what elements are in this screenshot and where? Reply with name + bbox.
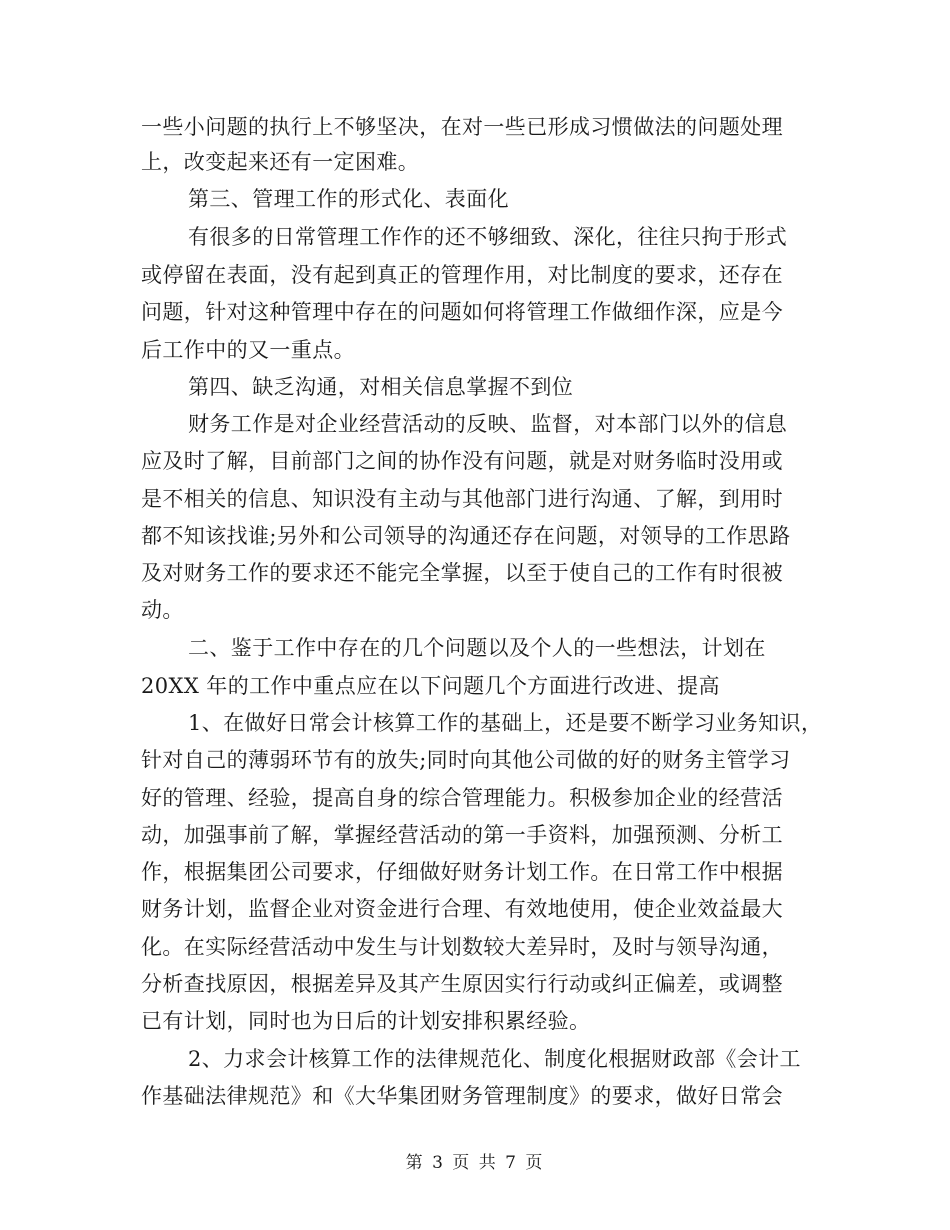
section-heading: 第三、管理工作的形式化、表面化 (188, 187, 509, 211)
text-line: 应及时了解，目前部门之间的协作没有问题，就是对财务临时没用或 (141, 449, 783, 473)
text-line: 上，改变起来还有一定困难。 (141, 150, 420, 174)
section-heading: 第四、缺乏沟通，对相关信息掌握不到位 (188, 375, 574, 399)
text-line: 1、在做好日常会计核算工作的基础上，还是要不断学习业务知识， (188, 711, 823, 735)
text-line: 问题，针对这种管理中存在的问题如何将管理工作做细作深，应是今 (141, 300, 783, 324)
section-heading: 二、鉴于工作中存在的几个问题以及个人的一些想法，计划在 (188, 636, 766, 660)
text-line: 化。在实际经营活动中发生与计划数较大差异时，及时与领导沟通， (141, 935, 783, 959)
text-line: 分析查找原因，根据差异及其产生原因实行行动或纠正偏差，或调整 (141, 972, 783, 996)
text-line: 2、力求会计核算工作的法律规范化、制度化根据财政部《会计工 (188, 1047, 801, 1071)
text-line: 20XX 年的工作中重点应在以下问题几个方面进行改进、提高 (141, 674, 720, 698)
text-line: 财务计划，监督企业对资金进行合理、有效地使用，使企业效益最大 (141, 897, 783, 921)
text-line: 或停留在表面，没有起到真正的管理作用，对比制度的要求，还存在 (141, 263, 783, 287)
text-line: 都不知该找谁;另外和公司领导的沟通还存在问题，对领导的工作思路 (141, 524, 791, 548)
text-line: 作基础法律规范》和《大华集团财务管理制度》的要求，做好日常会 (141, 1084, 783, 1108)
text-line: 针对自己的薄弱环节有的放失;同时向其他公司做的好的财务主管学习 (141, 748, 791, 772)
text-line: 动。 (141, 598, 184, 622)
text-line: 及对财务工作的要求还不能完全掌握，以至于使自己的工作有时很被 (141, 561, 783, 585)
page-number-footer: 第 3 页 共 7 页 (405, 1153, 545, 1173)
text-line: 后工作中的又一重点。 (141, 338, 355, 362)
text-line: 一些小问题的执行上不够坚决，在对一些已形成习惯做法的问题处理 (141, 115, 783, 139)
text-line: 财务工作是对企业经营活动的反映、监督，对本部门以外的信息 (188, 412, 788, 436)
text-line: 作，根据集团公司要求，仔细做好财务计划工作。在日常工作中根据 (141, 860, 783, 884)
text-line: 有很多的日常管理工作作的还不够细致、深化，往往只拘于形式 (188, 225, 788, 249)
text-line: 是不相关的信息、知识没有主动与其他部门进行沟通、了解，到用时 (141, 487, 783, 511)
text-line: 已有计划，同时也为日后的计划安排积累经验。 (141, 1009, 591, 1033)
text-line: 动，加强事前了解，掌握经营活动的第一手资料，加强预测、分析工 (141, 823, 783, 847)
text-line: 好的管理、经验，提高自身的综合管理能力。积极参加企业的经营活 (141, 786, 783, 810)
